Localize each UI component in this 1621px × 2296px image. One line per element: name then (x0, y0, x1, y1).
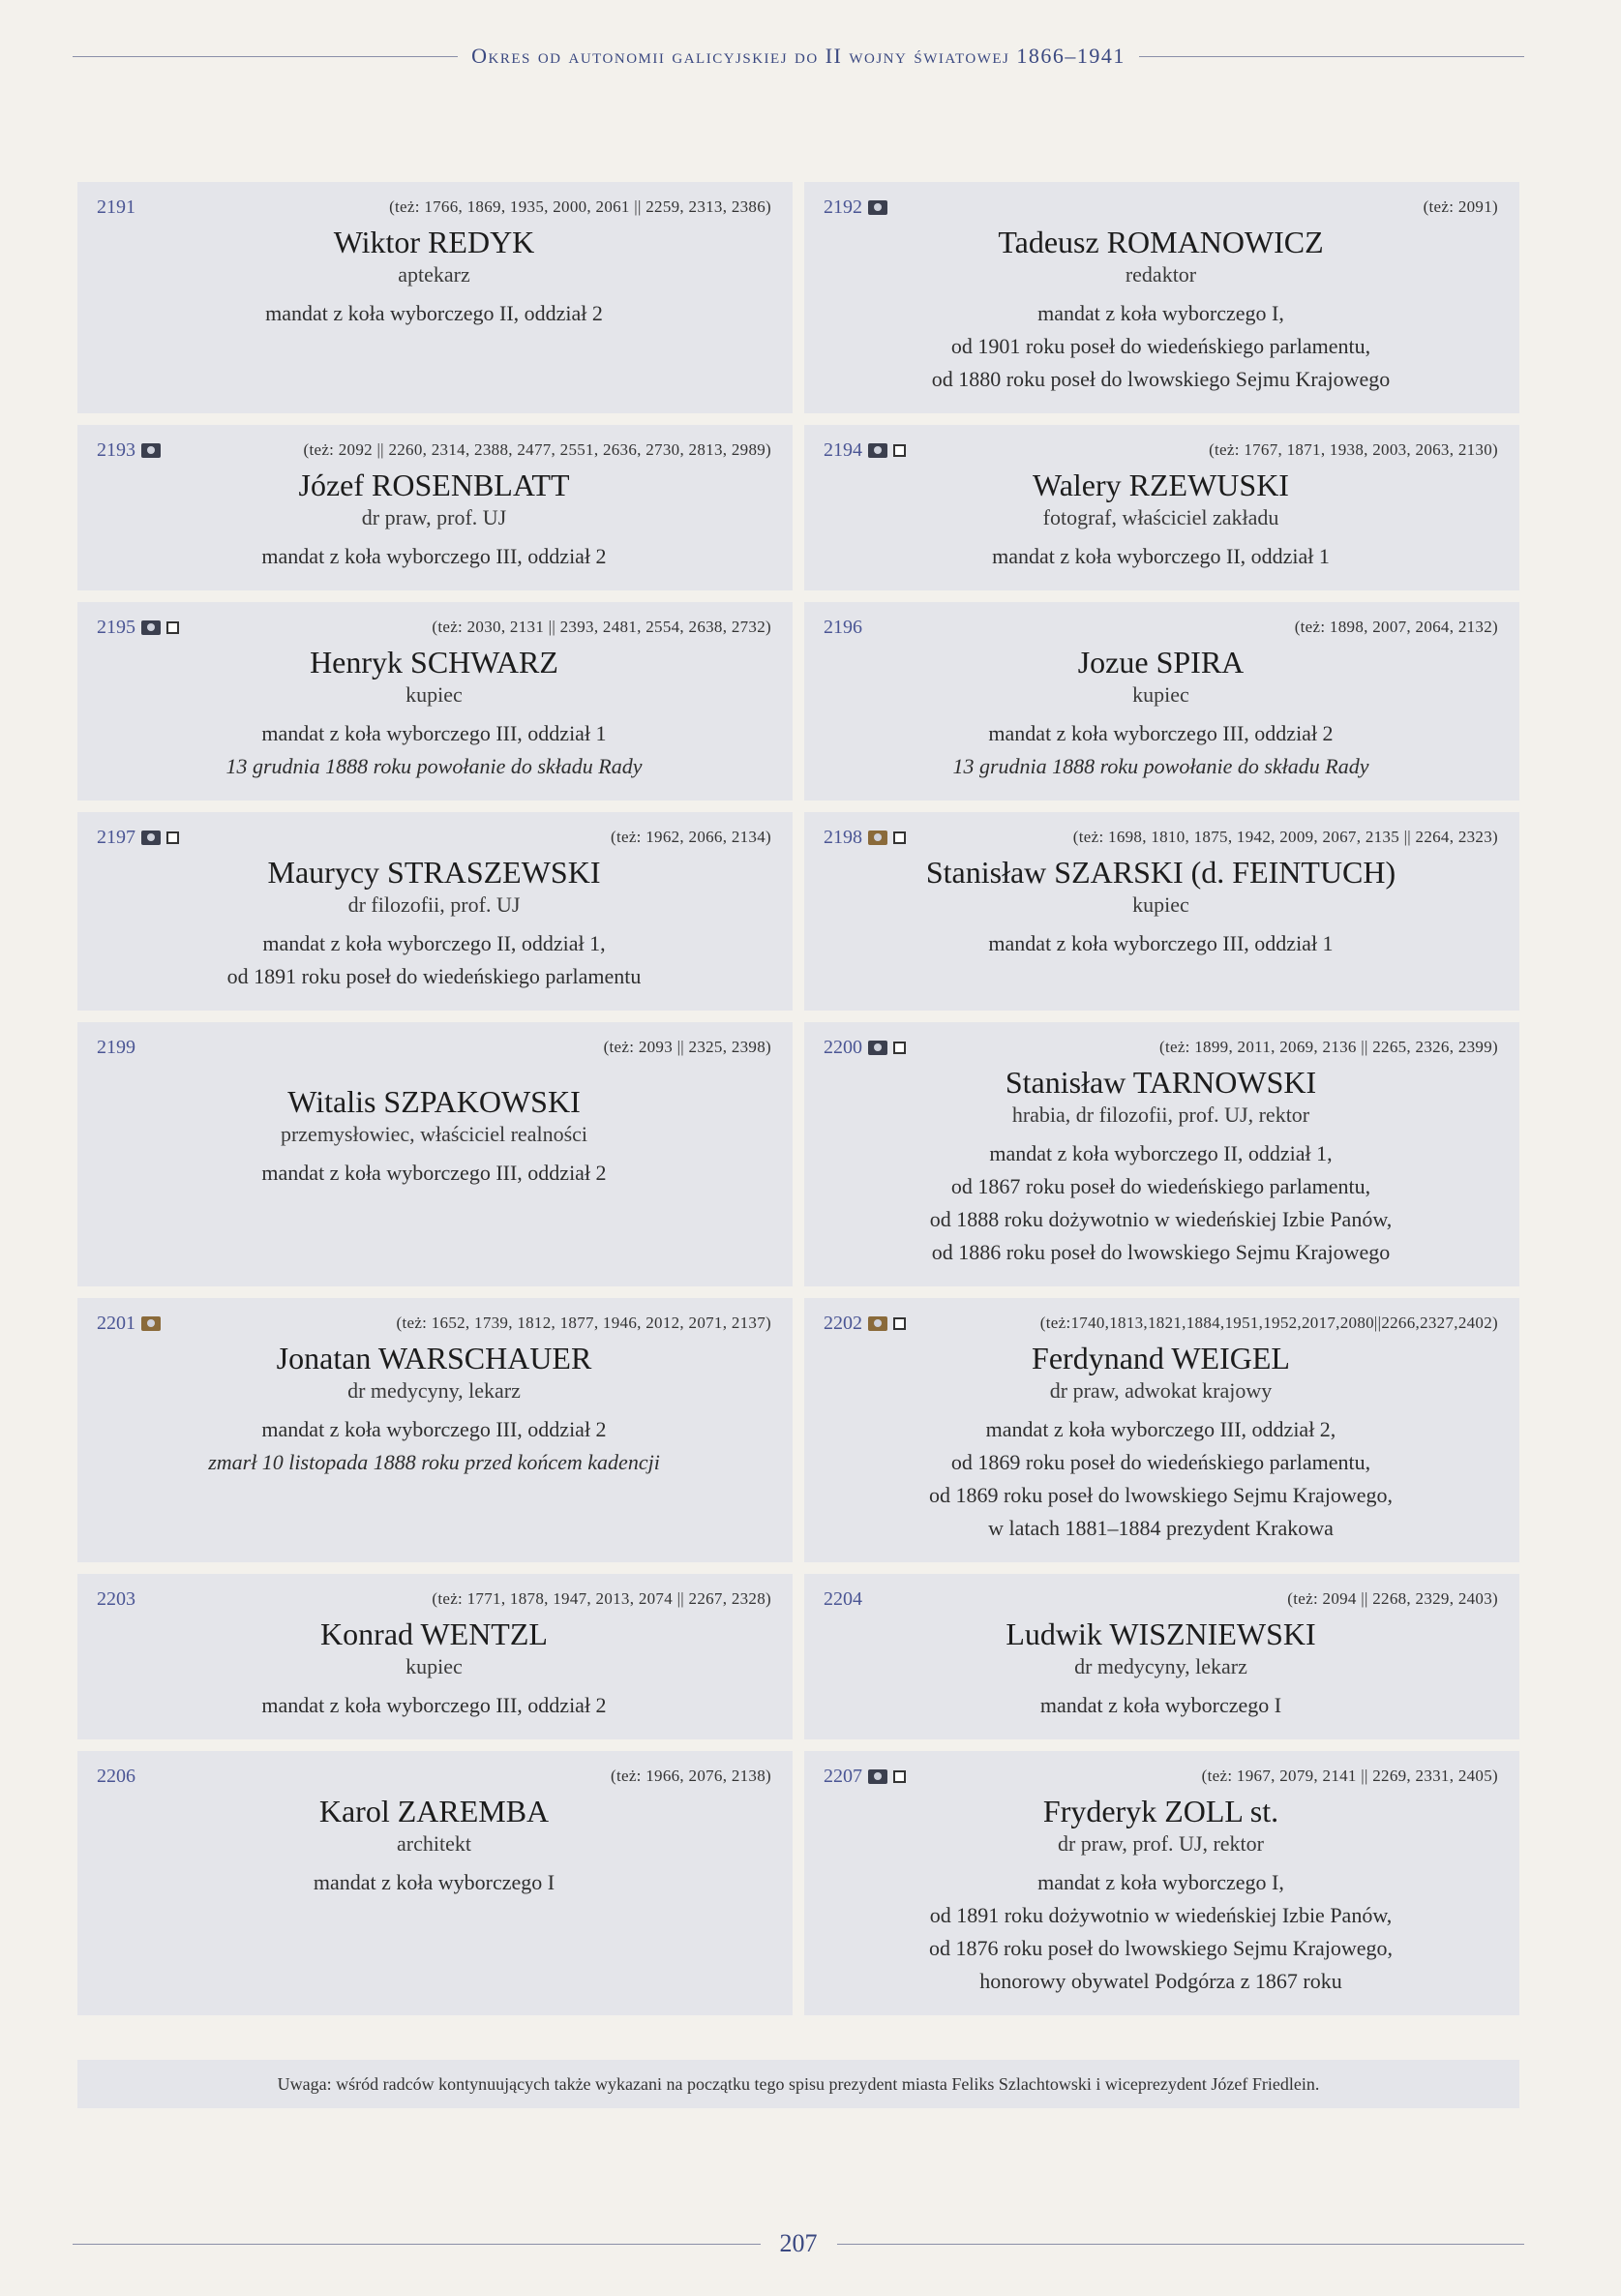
entry-number: 2194 (824, 438, 862, 461)
photo-icon (141, 831, 161, 845)
photo-icon (868, 1041, 887, 1055)
person-role: aptekarz (398, 262, 470, 287)
entry-number: 2202 (824, 1312, 862, 1334)
cross-references: (też: 1966, 2076, 2138) (610, 1767, 771, 1785)
square-icon (166, 621, 179, 634)
mandate-line: od 1867 roku poseł do wiedeńskiego parlamentu, (950, 1174, 1371, 1198)
mandate-line: mandat z koła wyborczego III, oddział 1 (988, 931, 1334, 955)
mandate-line: mandat z koła wyborczego III, oddział 2 (261, 544, 607, 568)
person-role: przemysłowiec, właściciel realności (280, 1122, 588, 1146)
person-name: Jonatan WARSCHAUER (276, 1341, 592, 1375)
entry-number-group (97, 1037, 135, 1059)
entry-card (804, 1298, 1519, 1562)
entry-number: 2201 (97, 1312, 135, 1334)
mandate-line: od 1880 roku poseł do lwowskiego Sejmu Krajowego (931, 367, 1391, 391)
cross-references: (też: 2030, 2131 || 2393, 2481, 2554, 2638, 2732) (432, 618, 771, 636)
person-role: redaktor (1125, 262, 1197, 287)
footer-rule-right (837, 2244, 1525, 2245)
entry-number: 2199 (97, 1036, 135, 1058)
person-name: Jozue SPIRA (1077, 645, 1245, 680)
entry-number-group (824, 1766, 906, 1788)
entry-number: 2196 (824, 616, 862, 638)
person-name: Tadeusz ROMANOWICZ (998, 225, 1324, 259)
entry-number-group (824, 1313, 906, 1335)
entry-header (824, 438, 1498, 462)
cross-references: (też: 1899, 2011, 2069, 2136 || 2265, 2326, 2399) (1159, 1038, 1498, 1056)
cross-references: (też: 2092 || 2260, 2314, 2388, 2477, 2551, 2636, 2730, 2813, 2989) (303, 440, 771, 459)
mandate-line: mandat z koła wyborczego II, oddział 2 (265, 301, 603, 325)
entry-number: 2195 (97, 616, 135, 638)
header-rule-right (1139, 56, 1524, 57)
person-name: Karol ZAREMBA (318, 1794, 550, 1828)
entry-card (77, 812, 793, 1011)
entry-number-group (97, 827, 179, 849)
person-name: Maurycy STRASZEWSKI (267, 855, 601, 890)
mandate-line: od 1888 roku dożywotnio w wiedeńskiej Izbie Panów, (929, 1207, 1393, 1231)
entry-number-group (97, 439, 161, 462)
entry-header (97, 1312, 771, 1335)
entry-card (77, 1751, 793, 2015)
cross-references: (też: 1652, 1739, 1812, 1877, 1946, 2012, 2071, 2137) (396, 1314, 771, 1332)
entry-header (97, 1765, 771, 1788)
person-name: Józef ROSENBLATT (298, 468, 570, 502)
entry-card (77, 602, 793, 801)
entry-card (77, 1298, 793, 1562)
entry-header (824, 1765, 1498, 1788)
mandate-line: mandat z koła wyborczego II, oddział 1, (989, 1141, 1333, 1165)
photo-icon (868, 831, 887, 845)
mandate-line: od 1891 roku poseł do wiedeńskiego parlamentu (226, 964, 642, 988)
person-role: kupiec (1132, 892, 1189, 917)
entry-number-group (824, 1037, 906, 1059)
entry-card (804, 182, 1519, 413)
photo-icon (141, 620, 161, 635)
mandate-line: od 1876 roku poseł do lwowskiego Sejmu Krajowego, (928, 1936, 1394, 1960)
entry-number-group (97, 1313, 161, 1335)
person-role: dr praw, adwokat krajowy (1049, 1378, 1273, 1403)
entry-header (97, 196, 771, 219)
cross-references: (też: 1698, 1810, 1875, 1942, 2009, 2067, 2135 || 2264, 2323) (1072, 828, 1498, 846)
person-role: fotograf, właściciel zakładu (1042, 505, 1279, 529)
cross-references: (też: 1962, 2066, 2134) (610, 828, 771, 846)
entry-header (97, 1587, 771, 1611)
mandate-line: mandat z koła wyborczego I, (1037, 1870, 1284, 1894)
entry-card (804, 602, 1519, 801)
mandate-line: od 1869 roku poseł do lwowskiego Sejmu Krajowego, (928, 1483, 1394, 1507)
square-icon (893, 1042, 906, 1054)
entry-card (804, 425, 1519, 590)
entry-number-group (824, 827, 906, 849)
header-rule-left (73, 56, 458, 57)
square-icon (893, 444, 906, 457)
person-name: Stanisław SZARSKI (d. FEINTUCH) (925, 855, 1396, 890)
photo-icon (141, 1316, 161, 1331)
mandate-line: mandat z koła wyborczego III, oddział 2 (261, 1693, 607, 1717)
mandate-line: mandat z koła wyborczego I (1039, 1693, 1282, 1717)
person-role: dr praw, prof. UJ, rektor (1057, 1831, 1264, 1856)
entry-header (97, 1036, 771, 1059)
mandate-line: mandat z koła wyborczego III, oddział 2 (988, 721, 1334, 745)
photo-icon (868, 200, 887, 215)
cross-references: (też: 1767, 1871, 1938, 2003, 2063, 2130) (1209, 440, 1498, 459)
footer-rule-left (73, 2244, 761, 2245)
entry-card (77, 1022, 793, 1286)
entry-header (97, 438, 771, 462)
entry-card (804, 1751, 1519, 2015)
entry-card (77, 425, 793, 590)
entry-number-group (97, 617, 179, 639)
entry-number: 2204 (824, 1587, 862, 1610)
entry-header (824, 1312, 1498, 1335)
person-role: dr medycyny, lekarz (347, 1378, 521, 1403)
entry-number: 2192 (824, 196, 862, 218)
mandate-line: mandat z koła wyborczego III, oddział 2 (261, 1161, 607, 1185)
person-role: dr filozofii, prof. UJ (347, 892, 521, 917)
person-name: Walery RZEWUSKI (1033, 468, 1289, 502)
mandate-line: mandat z koła wyborczego II, oddział 1, (262, 931, 606, 955)
entry-number: 2200 (824, 1036, 862, 1058)
cross-references: (też: 1766, 1869, 1935, 2000, 2061 || 2259, 2313, 2386) (389, 197, 771, 216)
entry-card (77, 182, 793, 413)
note: Uwaga: wśród radców kontynuujących także wykazani na początku tego spisu prezydent miasta Feliks Szlachtowski i wiceprezydent Józef Friedlein. (77, 2060, 1519, 2108)
entry-card (77, 1574, 793, 1739)
person-role: kupiec (405, 1654, 463, 1678)
page-header (73, 37, 1524, 76)
mandate-line: od 1901 roku poseł do wiedeńskiego parlamentu, (950, 334, 1371, 358)
entry-number-group (824, 196, 887, 219)
person-role: hrabia, dr filozofii, prof. UJ, rektor (1011, 1103, 1310, 1127)
entry-header (97, 616, 771, 639)
entry-number: 2207 (824, 1765, 862, 1787)
cross-references: (też: 1771, 1878, 1947, 2013, 2074 || 2267, 2328) (432, 1589, 771, 1608)
person-name: Fryderyk ZOLL st. (1042, 1794, 1279, 1828)
entry-number-group (97, 1588, 135, 1611)
entry-header (97, 826, 771, 849)
running-title: Okres od autonomii galicyjskiej do II wojny światowej 1866–1941 (471, 44, 1126, 68)
mandate-line: w latach 1881–1884 prezydent Krakowa (988, 1516, 1334, 1540)
mandate-line: mandat z koła wyborczego I, (1037, 301, 1284, 325)
square-icon (893, 831, 906, 844)
entry-number-group (824, 439, 906, 462)
mandate-line: od 1886 roku poseł do lwowskiego Sejmu Krajowego (931, 1240, 1391, 1264)
square-icon (893, 1770, 906, 1783)
entry-card (804, 1022, 1519, 1286)
mandate-line: honorowy obywatel Podgórza z 1867 roku (979, 1969, 1342, 1993)
cross-references: (też:1740,1813,1821,1884,1951,1952,2017,2080||2266,2327,2402) (1039, 1314, 1498, 1332)
entry-number: 2198 (824, 826, 862, 848)
entry-number: 2206 (97, 1765, 135, 1787)
person-name: Konrad WENTZL (320, 1616, 548, 1651)
person-name: Stanisław TARNOWSKI (1005, 1065, 1317, 1100)
page-footer (73, 2224, 1524, 2263)
person-role: kupiec (1132, 682, 1189, 707)
person-name: Ludwik WISZNIEWSKI (1006, 1616, 1316, 1651)
entry-number: 2197 (97, 826, 135, 848)
cross-references: (też: 1967, 2079, 2141 || 2269, 2331, 2405) (1201, 1767, 1498, 1785)
square-icon (166, 831, 179, 844)
photo-icon (868, 443, 887, 458)
entry-number: 2203 (97, 1587, 135, 1610)
photo-icon (141, 443, 161, 458)
cross-references: (też: 1898, 2007, 2064, 2132) (1294, 618, 1498, 636)
cross-references: (też: 2091) (1423, 197, 1498, 216)
cross-references: (też: 2093 || 2325, 2398) (603, 1038, 771, 1056)
photo-icon (868, 1316, 887, 1331)
entry-card (804, 812, 1519, 1011)
person-role: dr praw, prof. UJ (361, 505, 507, 529)
entry-header (824, 1036, 1498, 1059)
mandate-line: mandat z koła wyborczego III, oddział 1 (261, 721, 607, 745)
remark-line: 13 grudnia 1888 roku powołanie do składu Rady (225, 754, 643, 778)
page-number: 207 (779, 2229, 818, 2257)
person-name: Witalis SZPAKOWSKI (287, 1084, 581, 1119)
person-role: kupiec (405, 682, 463, 707)
entry-number-group (97, 1766, 135, 1788)
person-name: Wiktor REDYK (333, 225, 535, 259)
photo-icon (868, 1769, 887, 1784)
entry-header (824, 1587, 1498, 1611)
person-role: architekt (397, 1831, 471, 1856)
person-name: Henryk SCHWARZ (310, 645, 558, 680)
entry-header (824, 196, 1498, 219)
entry-number: 2193 (97, 438, 135, 461)
entry-number-group (97, 196, 135, 219)
mandate-line: od 1891 roku dożywotnio w wiedeńskiej Izbie Panów, (929, 1903, 1393, 1927)
person-name: Ferdynand WEIGEL (1032, 1341, 1290, 1375)
mandate-line: mandat z koła wyborczego III, oddział 2, (985, 1417, 1336, 1441)
mandate-line: mandat z koła wyborczego I (313, 1870, 555, 1894)
entry-card (804, 1574, 1519, 1739)
entry-header (824, 826, 1498, 849)
mandate-line: mandat z koła wyborczego II, oddział 1 (992, 544, 1330, 568)
remark-line: 13 grudnia 1888 roku powołanie do składu Rady (952, 754, 1369, 778)
entry-number-group (824, 617, 862, 639)
remark-line: zmarł 10 listopada 1888 roku przed końcem kadencji (208, 1450, 660, 1474)
square-icon (893, 1317, 906, 1330)
entry-header (824, 616, 1498, 639)
person-role: dr medycyny, lekarz (1074, 1654, 1247, 1678)
entry-number-group (824, 1588, 862, 1611)
mandate-line: mandat z koła wyborczego III, oddział 2 (261, 1417, 607, 1441)
cross-references: (też: 2094 || 2268, 2329, 2403) (1287, 1589, 1498, 1608)
mandate-line: od 1869 roku poseł do wiedeńskiego parlamentu, (950, 1450, 1371, 1474)
entry-number: 2191 (97, 196, 135, 218)
entries-grid (77, 182, 1519, 2027)
